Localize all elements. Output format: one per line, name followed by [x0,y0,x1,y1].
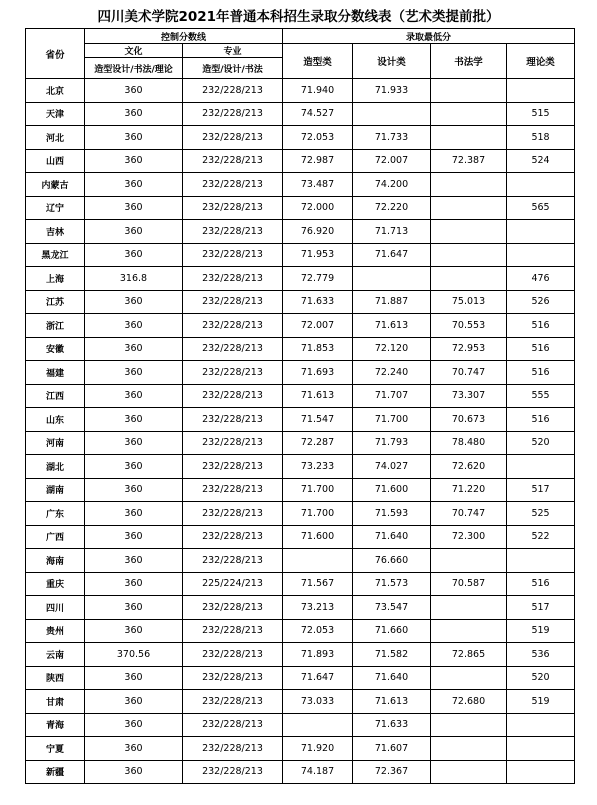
cell-province: 辽宁 [26,196,85,220]
cell-province: 云南 [26,643,85,667]
table-row [26,572,575,596]
cell-province: 黑龙江 [26,243,85,267]
cell-culture-score: 360 [85,596,183,620]
cell-culture-score: 370.56 [85,643,183,667]
cell-lilun: 516 [507,361,575,385]
cell-sheji: 76.660 [353,549,431,573]
cell-sheji: 71.887 [353,290,431,314]
cell-major-score: 232/228/213 [183,690,283,714]
cell-culture-score: 360 [85,737,183,761]
cell-major-score: 232/228/213 [183,314,283,338]
cell-zaoxing: 71.920 [283,737,353,761]
cell-shufa [431,220,507,244]
cell-zaoxing: 72.287 [283,431,353,455]
cell-lilun [507,455,575,479]
cell-culture-score: 360 [85,220,183,244]
cell-zaoxing: 71.853 [283,337,353,361]
cell-sheji: 71.700 [353,408,431,432]
cell-shufa [431,596,507,620]
cell-lilun: 517 [507,596,575,620]
cell-culture-score: 360 [85,690,183,714]
cell-province: 四川 [26,596,85,620]
cell-sheji [353,267,431,291]
cell-province: 广东 [26,502,85,526]
cell-province: 内蒙古 [26,173,85,197]
cell-shufa: 70.747 [431,502,507,526]
cell-culture-score: 360 [85,361,183,385]
table-row [26,79,575,103]
cell-culture-score: 360 [85,549,183,573]
header-min-score: 录取最低分 [283,29,575,44]
cell-shufa [431,79,507,103]
cell-major-score: 232/228/213 [183,619,283,643]
cell-shufa [431,549,507,573]
cell-major-score: 232/228/213 [183,384,283,408]
cell-lilun: 476 [507,267,575,291]
cell-sheji: 71.707 [353,384,431,408]
table-row [26,455,575,479]
cell-shufa [431,713,507,737]
table-row [26,713,575,737]
cell-sheji: 71.613 [353,690,431,714]
cell-province: 浙江 [26,314,85,338]
cell-zaoxing: 71.693 [283,361,353,385]
cell-major-score: 232/228/213 [183,126,283,150]
cell-zaoxing: 71.700 [283,478,353,502]
cell-province: 山东 [26,408,85,432]
cell-major-score: 232/228/213 [183,243,283,267]
cell-culture-score: 360 [85,196,183,220]
table-row [26,384,575,408]
header-zaoxing: 造型类 [283,44,353,79]
cell-sheji: 71.633 [353,713,431,737]
cell-zaoxing: 72.007 [283,314,353,338]
cell-sheji: 71.640 [353,525,431,549]
cell-sheji: 71.613 [353,314,431,338]
header-lilun: 理论类 [507,44,575,79]
cell-culture-score: 360 [85,102,183,126]
cell-shufa [431,173,507,197]
cell-major-score: 232/228/213 [183,760,283,784]
cell-province: 重庆 [26,572,85,596]
table-row [26,337,575,361]
cell-culture-score: 316.8 [85,267,183,291]
cell-province: 山西 [26,149,85,173]
cell-shufa: 70.673 [431,408,507,432]
cell-shufa: 72.620 [431,455,507,479]
cell-zaoxing: 74.527 [283,102,353,126]
cell-sheji: 72.240 [353,361,431,385]
cell-shufa: 73.307 [431,384,507,408]
cell-major-score: 225/224/213 [183,572,283,596]
cell-culture-score: 360 [85,525,183,549]
table-row [26,149,575,173]
cell-shufa [431,243,507,267]
cell-province: 湖南 [26,478,85,502]
cell-sheji [353,102,431,126]
cell-shufa [431,760,507,784]
table-row [26,267,575,291]
cell-zaoxing: 71.647 [283,666,353,690]
cell-culture-score: 360 [85,314,183,338]
cell-shufa [431,102,507,126]
cell-lilun [507,760,575,784]
cell-zaoxing: 71.893 [283,643,353,667]
cell-sheji: 71.573 [353,572,431,596]
cell-zaoxing: 71.700 [283,502,353,526]
table-row [26,666,575,690]
table-row [26,102,575,126]
cell-shufa [431,267,507,291]
cell-zaoxing: 73.233 [283,455,353,479]
cell-culture-score: 360 [85,337,183,361]
cell-province: 宁夏 [26,737,85,761]
cell-shufa: 71.220 [431,478,507,502]
table-row [26,643,575,667]
cell-major-score: 232/228/213 [183,102,283,126]
cell-sheji: 71.600 [353,478,431,502]
cell-lilun: 518 [507,126,575,150]
table-row [26,549,575,573]
cell-culture-score: 360 [85,149,183,173]
cell-shufa: 72.953 [431,337,507,361]
cell-lilun: 519 [507,619,575,643]
cell-lilun [507,549,575,573]
table-row [26,619,575,643]
cell-major-score: 232/228/213 [183,666,283,690]
cell-lilun: 519 [507,690,575,714]
cell-province: 河南 [26,431,85,455]
cell-sheji: 71.593 [353,502,431,526]
table-row [26,596,575,620]
cell-major-score: 232/228/213 [183,267,283,291]
cell-province: 新疆 [26,760,85,784]
cell-sheji: 71.660 [353,619,431,643]
cell-lilun: 536 [507,643,575,667]
cell-zaoxing [283,549,353,573]
cell-zaoxing: 72.053 [283,126,353,150]
cell-shufa: 70.587 [431,572,507,596]
cell-major-score: 232/228/213 [183,737,283,761]
cell-zaoxing: 72.053 [283,619,353,643]
cell-shufa: 70.553 [431,314,507,338]
cell-major-score: 232/228/213 [183,643,283,667]
cell-major-score: 232/228/213 [183,173,283,197]
cell-lilun: 525 [507,502,575,526]
cell-sheji: 72.367 [353,760,431,784]
header-control-line: 控制分数线 [85,29,283,44]
cell-culture-score: 360 [85,666,183,690]
cell-major-score: 232/228/213 [183,713,283,737]
cell-shufa: 72.680 [431,690,507,714]
cell-zaoxing: 71.567 [283,572,353,596]
cell-lilun: 526 [507,290,575,314]
cell-zaoxing: 72.779 [283,267,353,291]
cell-major-score: 232/228/213 [183,478,283,502]
cell-province: 吉林 [26,220,85,244]
cell-culture-score: 360 [85,572,183,596]
cell-province: 江西 [26,384,85,408]
table-row [26,361,575,385]
cell-lilun: 522 [507,525,575,549]
cell-shufa [431,126,507,150]
cell-culture-score: 360 [85,478,183,502]
cell-zaoxing: 72.000 [283,196,353,220]
table-row [26,502,575,526]
cell-lilun [507,220,575,244]
cell-major-score: 232/228/213 [183,549,283,573]
table-row [26,196,575,220]
cell-shufa [431,196,507,220]
cell-lilun: 520 [507,431,575,455]
cell-sheji: 71.607 [353,737,431,761]
cell-shufa: 72.387 [431,149,507,173]
cell-lilun: 516 [507,572,575,596]
cell-zaoxing [283,713,353,737]
table-row [26,760,575,784]
cell-zaoxing: 71.633 [283,290,353,314]
cell-major-score: 232/228/213 [183,337,283,361]
cell-zaoxing: 76.920 [283,220,353,244]
table-row [26,290,575,314]
cell-lilun [507,243,575,267]
header-sheji: 设计类 [353,44,431,79]
cell-shufa: 78.480 [431,431,507,455]
cell-major-score: 232/228/213 [183,196,283,220]
cell-zaoxing: 71.613 [283,384,353,408]
header-major-sub: 造型/设计/书法 [183,58,283,79]
cell-lilun [507,79,575,103]
cell-sheji: 71.733 [353,126,431,150]
table-row [26,126,575,150]
cell-lilun: 515 [507,102,575,126]
cell-sheji: 72.007 [353,149,431,173]
cell-shufa: 70.747 [431,361,507,385]
cell-culture-score: 360 [85,455,183,479]
cell-major-score: 232/228/213 [183,596,283,620]
cell-major-score: 232/228/213 [183,455,283,479]
header-culture: 文化 [85,44,183,58]
cell-shufa [431,619,507,643]
table-row [26,243,575,267]
cell-culture-score: 360 [85,243,183,267]
cell-zaoxing: 73.033 [283,690,353,714]
cell-province: 上海 [26,267,85,291]
cell-lilun: 516 [507,314,575,338]
cell-province: 福建 [26,361,85,385]
cell-lilun: 517 [507,478,575,502]
table-row [26,173,575,197]
cell-shufa [431,737,507,761]
cell-zaoxing: 74.187 [283,760,353,784]
cell-major-score: 232/228/213 [183,149,283,173]
cell-province: 安徽 [26,337,85,361]
cell-shufa [431,666,507,690]
cell-sheji: 72.120 [353,337,431,361]
cell-major-score: 232/228/213 [183,79,283,103]
header-shufa: 书法学 [431,44,507,79]
cell-culture-score: 360 [85,619,183,643]
cell-culture-score: 360 [85,290,183,314]
cell-shufa: 75.013 [431,290,507,314]
cell-sheji: 74.200 [353,173,431,197]
page-title: 四川美术学院2021年普通本科招生录取分数线表（艺术类提前批） [97,9,500,25]
cell-zaoxing: 71.547 [283,408,353,432]
cell-lilun: 524 [507,149,575,173]
cell-province: 甘肃 [26,690,85,714]
cell-culture-score: 360 [85,384,183,408]
cell-culture-score: 360 [85,502,183,526]
cell-sheji: 71.933 [353,79,431,103]
cell-sheji: 71.793 [353,431,431,455]
cell-major-score: 232/228/213 [183,502,283,526]
cell-province: 贵州 [26,619,85,643]
cell-zaoxing: 73.213 [283,596,353,620]
table-row [26,314,575,338]
cell-culture-score: 360 [85,173,183,197]
cell-sheji: 71.647 [353,243,431,267]
header-major: 专业 [183,44,283,58]
cell-zaoxing: 71.940 [283,79,353,103]
cell-province: 海南 [26,549,85,573]
cell-province: 青海 [26,713,85,737]
cell-major-score: 232/228/213 [183,431,283,455]
cell-province: 天津 [26,102,85,126]
cell-shufa: 72.300 [431,525,507,549]
cell-lilun: 520 [507,666,575,690]
cell-zaoxing: 71.600 [283,525,353,549]
cell-zaoxing: 72.987 [283,149,353,173]
cell-major-score: 232/228/213 [183,361,283,385]
table-body [26,79,575,784]
cell-province: 陕西 [26,666,85,690]
cell-culture-score: 360 [85,713,183,737]
cell-sheji: 71.640 [353,666,431,690]
cell-sheji: 71.713 [353,220,431,244]
cell-lilun: 516 [507,337,575,361]
cell-province: 北京 [26,79,85,103]
cell-lilun: 516 [507,408,575,432]
cell-major-score: 232/228/213 [183,220,283,244]
table-row [26,478,575,502]
admission-score-table [25,28,575,784]
cell-culture-score: 360 [85,79,183,103]
cell-lilun: 555 [507,384,575,408]
cell-province: 江苏 [26,290,85,314]
cell-culture-score: 360 [85,760,183,784]
table-row [26,525,575,549]
table-row [26,408,575,432]
cell-culture-score: 360 [85,126,183,150]
cell-province: 河北 [26,126,85,150]
cell-sheji: 73.547 [353,596,431,620]
cell-major-score: 232/228/213 [183,290,283,314]
table-row [26,220,575,244]
cell-lilun: 565 [507,196,575,220]
cell-lilun [507,173,575,197]
header-culture-sub: 造型设计/书法/理论 [85,58,183,79]
cell-sheji: 71.582 [353,643,431,667]
cell-province: 广西 [26,525,85,549]
table-row [26,737,575,761]
cell-lilun [507,737,575,761]
cell-sheji: 74.027 [353,455,431,479]
cell-zaoxing: 73.487 [283,173,353,197]
cell-lilun [507,713,575,737]
cell-major-score: 232/228/213 [183,525,283,549]
table-row [26,690,575,714]
cell-culture-score: 360 [85,408,183,432]
cell-culture-score: 360 [85,431,183,455]
cell-major-score: 232/228/213 [183,408,283,432]
table-row [26,431,575,455]
cell-province: 湖北 [26,455,85,479]
cell-shufa: 72.865 [431,643,507,667]
cell-sheji: 72.220 [353,196,431,220]
cell-zaoxing: 71.953 [283,243,353,267]
header-province: 省份 [26,29,85,79]
